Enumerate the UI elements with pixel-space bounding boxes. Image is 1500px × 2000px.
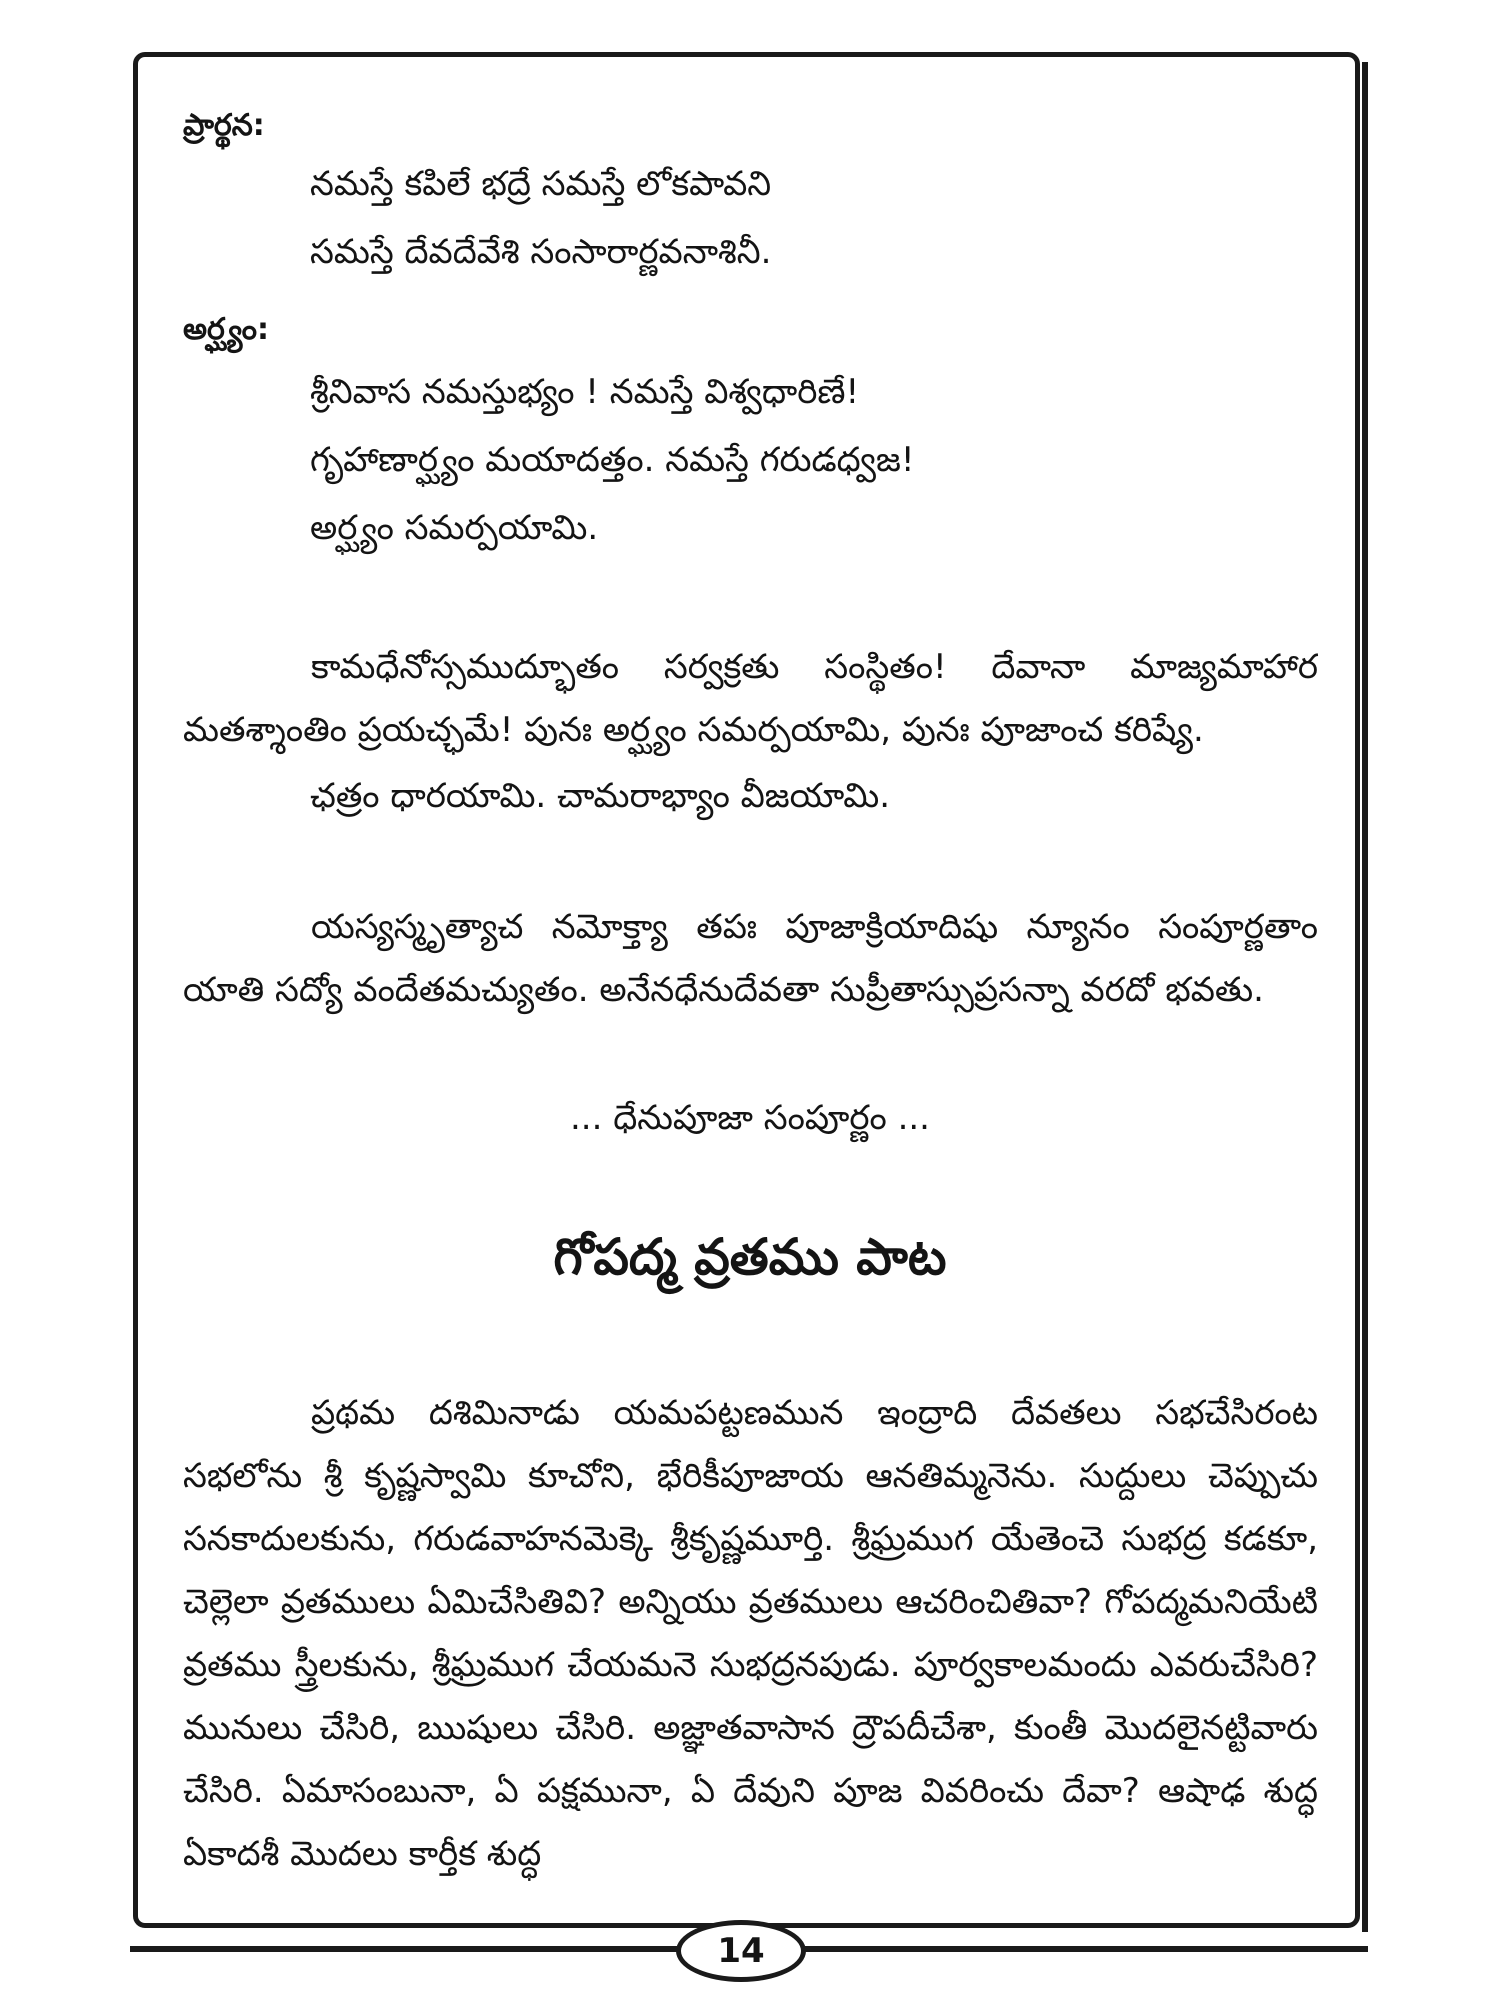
arghyam-heading: అర్ఘ్యం: — [183, 312, 270, 347]
song-title: గోపద్మ వ్రతము పాట — [553, 1228, 947, 1286]
paragraph-kamadhenu: కామధేనోస్సముద్భూతం సర్వక్రతు సంస్థితం! దేవానా మాజ్యమాహార మతశ్శాంతిం ప్రయచ్ఛమే! పునః అర్ఘ్యం సమర్పయామి, పునః పూజాంచ కరిష్యే. — [183, 647, 1318, 750]
song-text: ప్రథమ దశిమినాడు యమపట్టణమున ఇంద్రాది దేవతలు సభచేసిరంట సభలోను శ్రీ కృష్ణస్వామి కూచోని, భేరికీపూజాయ ఆనతిమ్మనెను. సుద్దులు చెప్పుచు సనకాదులకును, గరుడవాహనమెక్కె శ్రీకృష్ణమూర్తి. శ్రీఘ్రముగ యేతెంచె సుభద్ర కడకూ, చెల్లెలా వ్రతములు ఏమిచేసితివి? అన్నియు వ్రతములు ఆచరించితివా? గోపద్మమనియేటి వ్రతము స్త్రీలకును, శ్రీఘ్రముగ చేయమనె సుభద్రనపుడు. పూర్వకాలమందు ఎవరుచేసిరి? మునులు చేసిరి, ఋషులు చేసిరి. అజ్ఞాతవాసాన ద్రౌపదీచేశా, కుంతీ మొదలైనట్టివారు చేసిరి. ఏమాసంబునా, ఏ పక్షమునా, ఏ దేవుని పూజ వివరించు దేవా? ఆషాఢ శుద్ధ ఏకాదశీ మొదలు కార్తీక శుద్ధ — [183, 1393, 1318, 1874]
prarthana-line-1: నమస్తే కపిలే భద్రే సమస్తే లోకపావని — [310, 164, 772, 204]
paragraph-yasya: యస్యస్మృత్యాచ నమోక్త్యా తపః పూజాక్రియాదిషు న్యూనం సంపూర్ణతాం యాతి సద్యో వందేతమచ్యుతం. అనేనధేనుదేవతా సుప్రీతాస్సుప్రసన్నా వరదో భవతు. — [183, 907, 1318, 1010]
arghyam-line-2: గృహాణార్ఘ్యం మయాదత్తం. నమస్తే గరుడధ్వజ! — [310, 440, 915, 480]
page-number: 14 — [676, 1920, 806, 1982]
chatram-line: ఛత్రం ధారయామి. చామరాభ్యాం వీజయామి. — [310, 776, 891, 816]
arghyam-line-1: శ్రీనివాస నమస్తుభ్యం ! నమస్తే విశ్వధారిణే! — [310, 372, 860, 412]
prarthana-line-2: సమస్తే దేవదేవేశి సంసారార్ణవనాశినీ. — [310, 232, 772, 272]
prarthana-heading: ప్రార్థన: — [183, 108, 265, 143]
page-border-shadow — [1362, 62, 1368, 1932]
dhenupuja-closing: ... ధేనుపూజా సంపూర్ణం ... — [570, 1098, 930, 1138]
arghyam-line-3: అర్ఘ్యం సమర్పయామి. — [310, 508, 599, 548]
